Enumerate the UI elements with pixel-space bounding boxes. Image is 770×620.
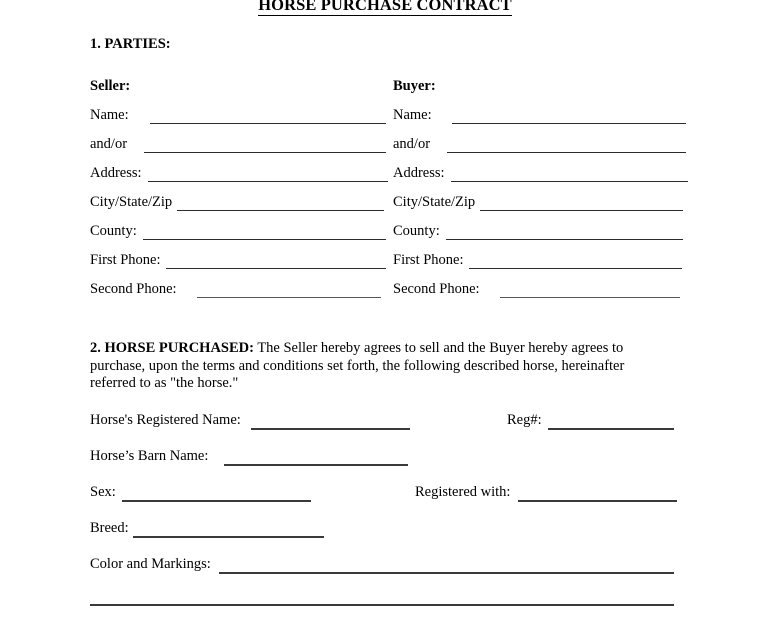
horse-registered-name-input-line[interactable]: [251, 428, 410, 430]
color-and-markings-input-line[interactable]: [219, 572, 674, 574]
horse-registered-name-label: Horse's Registered Name:: [90, 412, 241, 428]
buyer-andor-input-line[interactable]: [447, 152, 686, 153]
seller-second-phone-label: Second Phone:: [90, 281, 177, 297]
section-1-heading: 1. PARTIES:: [90, 36, 171, 52]
breed-label: Breed:: [90, 520, 129, 536]
buyer-first-phone-input-line[interactable]: [469, 268, 682, 269]
section-2-body: The Seller hereby agrees to sell and the Buyer hereby agrees to purchase, upon the terms and conditions set forth, the following described horse, hereinafter referred to as "the horse.": [90, 340, 625, 392]
section-2-heading: 2. HORSE PURCHASED:: [90, 340, 254, 356]
seller-first-phone-label: First Phone:: [90, 252, 161, 268]
sex-input-line[interactable]: [122, 500, 311, 502]
registered-with-label: Registered with:: [415, 484, 511, 500]
seller-first-phone-input-line[interactable]: [166, 268, 386, 269]
seller-address-label: Address:: [90, 165, 142, 181]
buyer-name-label: Name:: [393, 107, 432, 123]
registered-with-input-line[interactable]: [518, 500, 677, 502]
buyer-address-input-line[interactable]: [451, 181, 688, 182]
seller-city-state-zip-input-line[interactable]: [177, 210, 384, 211]
reg-number-label: Reg#:: [507, 412, 542, 428]
buyer-andor-label: and/or: [393, 136, 431, 152]
buyer-city-state-zip-label: City/State/Zip: [393, 194, 476, 210]
seller-andor-label: and/or: [90, 136, 128, 152]
sex-label: Sex:: [90, 484, 116, 500]
buyer-second-phone-label: Second Phone:: [393, 281, 480, 297]
breed-input-line[interactable]: [133, 536, 324, 538]
seller-name-label: Name:: [90, 107, 129, 123]
buyer-county-label: County:: [393, 223, 440, 239]
horse-barn-name-input-line[interactable]: [224, 464, 408, 466]
buyer-first-phone-label: First Phone:: [393, 252, 464, 268]
seller-city-state-zip-label: City/State/Zip: [90, 194, 173, 210]
seller-county-input-line[interactable]: [143, 239, 386, 240]
seller-column-heading: Seller:: [90, 78, 131, 94]
page-title: [0, 0, 770, 15]
buyer-name-input-line[interactable]: [452, 123, 686, 124]
seller-county-label: County:: [90, 223, 137, 239]
seller-name-input-line[interactable]: [150, 123, 386, 124]
section-2-paragraph: [90, 340, 652, 393]
buyer-second-phone-input-line[interactable]: [500, 297, 680, 298]
seller-address-input-line[interactable]: [148, 181, 388, 182]
horse-barn-name-label: Horse’s Barn Name:: [90, 448, 209, 464]
seller-andor-input-line[interactable]: [144, 152, 386, 153]
page-title-text: HORSE PURCHASE CONTRACT: [258, 0, 512, 16]
buyer-county-input-line[interactable]: [446, 239, 683, 240]
reg-number-input-line[interactable]: [548, 428, 674, 430]
seller-second-phone-input-line[interactable]: [197, 297, 381, 298]
buyer-city-state-zip-input-line[interactable]: [480, 210, 683, 211]
color-and-markings-label: Color and Markings:: [90, 556, 211, 572]
color-and-markings-continuation-line[interactable]: [90, 604, 674, 606]
buyer-address-label: Address:: [393, 165, 445, 181]
buyer-column-heading: Buyer:: [393, 78, 436, 94]
